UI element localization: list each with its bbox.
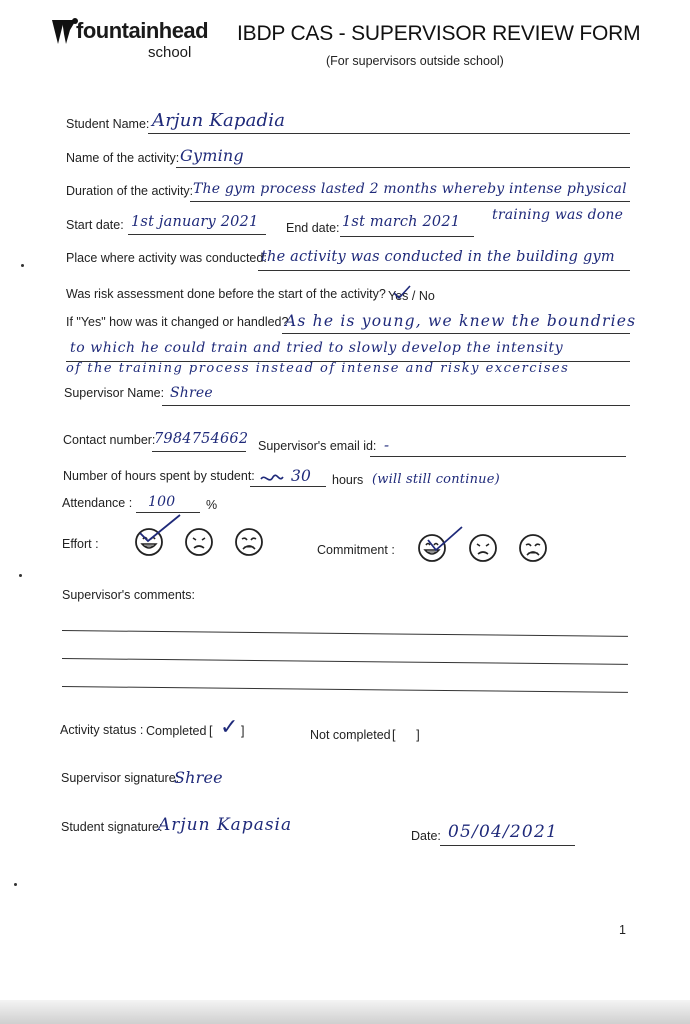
email-value: - — [384, 436, 390, 454]
commitment-selected-tick-icon — [424, 524, 464, 554]
not-completed-box[interactable]: [ ] — [392, 728, 420, 742]
logo-name: fountainhead — [76, 18, 209, 43]
status-label: Activity status : — [60, 723, 144, 737]
effort-label: Effort : — [62, 537, 99, 551]
supervisor-signature-value: Shree — [174, 768, 223, 787]
start-date-line — [128, 234, 266, 235]
supervisor-signature-label: Supervisor signature: — [61, 771, 180, 785]
end-date-value: 1st march 2021 — [342, 214, 461, 230]
attendance-value: 100 — [148, 494, 176, 510]
start-date-value: 1st january 2021 — [131, 214, 259, 230]
hours-note: (will still continue) — [372, 472, 500, 487]
risk-how-label: If "Yes" how was it changed or handled? — [66, 315, 289, 329]
attendance-label: Attendance : — [62, 496, 133, 510]
scan-speck — [14, 883, 17, 886]
place-label: Place where activity was conducted: — [66, 251, 267, 265]
comments-label: Supervisor's comments: — [62, 588, 195, 602]
email-line — [370, 456, 626, 457]
risk-how-value-line3: of the training process instead of intense and risky excercises — [66, 361, 570, 376]
activity-name-value: Gyming — [180, 146, 244, 165]
contact-value: 7984754662 — [154, 431, 249, 447]
risk-how-value-line2: to which he could train and tried to slowly develop the intensity — [70, 340, 564, 356]
student-name-value: Arjun Kapadia — [152, 110, 286, 131]
school-logo — [48, 14, 209, 64]
effort-sad-face-icon[interactable] — [234, 527, 264, 557]
effort-selected-tick-icon — [136, 511, 184, 545]
attendance-unit: % — [206, 498, 218, 512]
commitment-neutral-face-icon[interactable] — [468, 533, 498, 563]
risk-label: Was risk assessment done before the start of the activity? — [66, 287, 386, 301]
scan-speck — [21, 264, 24, 267]
student-signature-value: Arjun Kapasia — [158, 815, 293, 835]
contact-label: Contact number: — [63, 433, 156, 447]
hours-label: Number of hours spent by student: — [63, 469, 255, 483]
scan-bottom-edge — [0, 1000, 690, 1024]
hours-strikeout-icon — [259, 471, 285, 487]
activity-name-label: Name of the activity: — [66, 151, 180, 165]
date-line — [440, 845, 575, 846]
student-name-line — [148, 133, 630, 134]
risk-yes-tick-icon — [392, 284, 412, 300]
completed-checkmark[interactable]: ✓ — [220, 715, 239, 740]
risk-how-value-line1: As he is young, we knew the boundries — [285, 312, 637, 330]
completed-close-bracket: ] — [241, 724, 245, 738]
duration-value-line1: The gym process lasted 2 months whereby intense physical — [193, 181, 627, 197]
email-label: Supervisor's email id: — [258, 439, 377, 453]
hours-value: 30 — [291, 467, 312, 485]
supervisor-name-line — [162, 405, 630, 406]
duration-label: Duration of the activity: — [66, 184, 194, 198]
place-value: the activity was conducted in the building gym — [261, 249, 615, 265]
logo-sub: school — [148, 44, 192, 61]
end-date-label: End date: — [286, 221, 340, 235]
end-date-line — [340, 236, 474, 237]
scan-speck — [19, 574, 22, 577]
page-number: 1 — [619, 923, 626, 937]
form-title: IBDP CAS - SUPERVISOR REVIEW FORM — [237, 22, 641, 45]
risk-yes-option: Yes — [388, 289, 409, 303]
form-subtitle: (For supervisors outside school) — [326, 54, 504, 68]
comments-line-3 — [62, 686, 628, 693]
place-line — [258, 270, 630, 271]
risk-no-option: / No — [408, 289, 435, 303]
hours-unit: hours — [332, 473, 364, 487]
supervisor-name-label: Supervisor Name: — [64, 386, 165, 400]
activity-name-line — [176, 167, 630, 168]
date-value: 05/04/2021 — [448, 822, 558, 842]
student-name-label: Student Name: — [66, 117, 150, 131]
start-date-label: Start date: — [66, 218, 124, 232]
commitment-sad-face-icon[interactable] — [518, 533, 548, 563]
risk-how-line1 — [282, 333, 630, 334]
duration-line — [190, 201, 630, 202]
comments-line-1 — [62, 630, 628, 637]
completed-label: Completed — [146, 724, 207, 738]
comments-line-2 — [62, 658, 628, 665]
date-label: Date: — [411, 829, 441, 843]
completed-open-bracket: [ — [209, 724, 213, 738]
supervisor-name-value: Shree — [170, 385, 213, 401]
effort-neutral-face-icon[interactable] — [184, 527, 214, 557]
duration-value-line2: training was done — [492, 207, 624, 223]
student-signature-label: Student signature: — [61, 820, 163, 834]
contact-line — [152, 451, 246, 452]
not-completed-label: Not completed — [310, 728, 391, 742]
commitment-label: Commitment : — [317, 543, 395, 557]
